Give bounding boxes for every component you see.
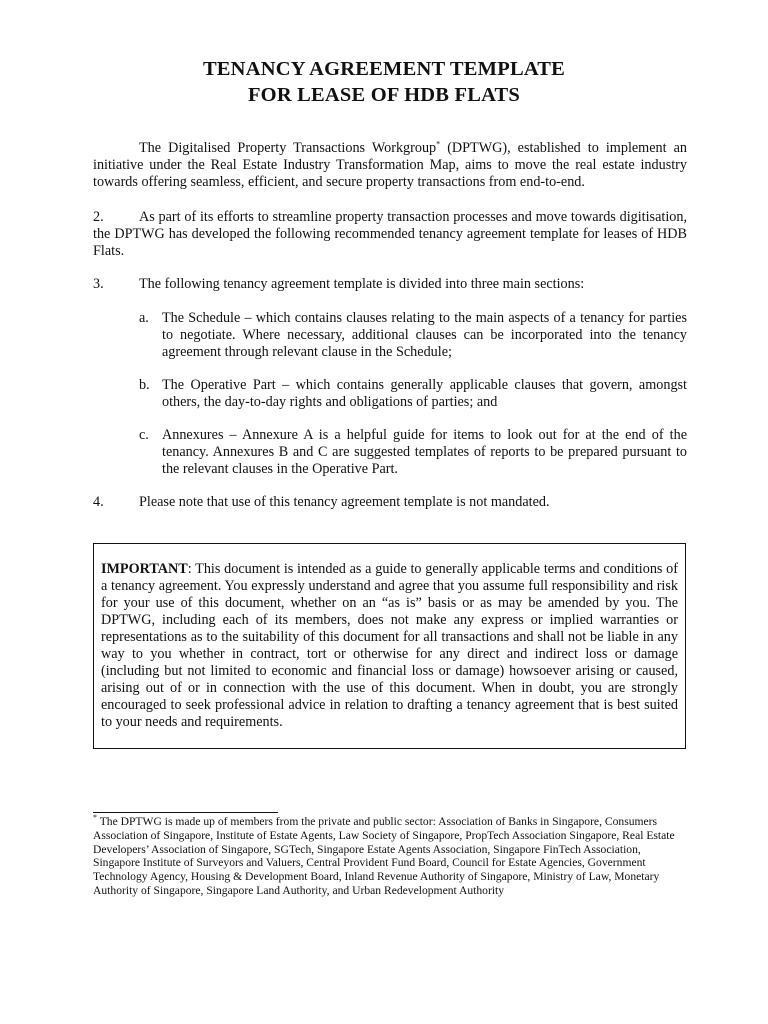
- paragraph-4: Please note that use of this tenancy agreement template is not mandated.: [139, 494, 550, 510]
- important-notice-box: [93, 543, 686, 749]
- paragraph-number-4: 4.: [93, 494, 104, 510]
- title-line-1: TENANCY AGREEMENT TEMPLATE: [202, 58, 566, 80]
- intro-paragraph: [93, 140, 687, 191]
- paragraph-number-2: 2.: [93, 209, 104, 225]
- paragraph-2: As part of its efforts to streamline property transaction processes and move towards digitisation, the DPTWG has developed the following recommended tenancy agreement template for leases of HDB Flats.: [93, 209, 687, 259]
- intro-text-end: (DPTWG), established to implement an initiative under the Real Estate Industry Transformation Map, aims to move the real estate industry towards offering seamless, efficient, and secure property transactions from end-to-end.: [93, 140, 687, 190]
- footnote-marker: *: [93, 813, 97, 823]
- section-letter-b: b.: [139, 377, 150, 393]
- important-label: IMPORTANT: [101, 561, 188, 577]
- intro-text-start: The Digitalised Property Transactions Workgroup: [139, 140, 437, 156]
- footnote-text: The DPTWG is made up of members from the private and public sector: Association of Banks in Singapore, Consumers Association of Singapore, Institute of Estate Agents, Law Society of Singapore, PropTech Association Singapore, Real Estate Developers’ Association of Singapore, SGTech, Singapore Estate Agents Association, Singapore FinTech Association, Singapore Institute of Surveyors and Valuers, Central Provident Fund Board, Council for Estate Agencies, Government Technology Agency, Housing & Development Board, Inland Revenue Authority of Singapore, Ministry of Law, Monetary Authority of Singapore, Singapore Land Authority, and Urban Redevelopment Authority: [93, 815, 675, 897]
- section-c-text: Annexures – Annexure A is a helpful guide for items to look out for at the end of the tenancy. Annexures B and C are suggested templates of reports to be prepared pursuant to the relevant clauses in the Operative Part.: [162, 427, 687, 477]
- section-b-text: The Operative Part – which contains generally applicable clauses that govern, amongst others, the day-to-day rights and obligations of parties; and: [162, 377, 687, 410]
- paragraph-number-3: 3.: [93, 276, 104, 292]
- footnote: [93, 815, 687, 898]
- section-a-text: The Schedule – which contains clauses relating to the main aspects of a tenancy for parties to negotiate. Where necessary, additional clauses can be incorporated into the tenancy agreement through relevant clause in the Schedule;: [162, 310, 687, 360]
- important-notice-text: [101, 561, 678, 731]
- section-letter-a: a.: [139, 310, 149, 326]
- title-line-2: FOR LEASE OF HDB FLATS: [247, 84, 521, 106]
- section-letter-c: c.: [139, 427, 149, 443]
- footnote-separator: [93, 812, 278, 813]
- footnote-reference: *: [436, 139, 441, 149]
- important-body: : This document is intended as a guide to generally applicable terms and conditions of a tenancy agreement. You expressly understand and agree that you assume full responsibility and risk for your use of this document, whether on an “as is” basis or as may be amended by you. The DPTWG, including each of its members, does not make any express or implied warranties or representations as to the suitability of this document for all transactions and shall not be liable in any way to you whether in contract, tort or otherwise for any direct and indirect loss or damage (including but not limited to economic and financial loss or damage) howsoever arising or caused, arising out of or in connection with the use of this document. When in doubt, you are strongly encouraged to seek professional advice in relation to drafting a tenancy agreement that is best suited to your needs and requirements.: [101, 561, 678, 730]
- paragraph-3: The following tenancy agreement template is divided into three main sections:: [139, 276, 585, 292]
